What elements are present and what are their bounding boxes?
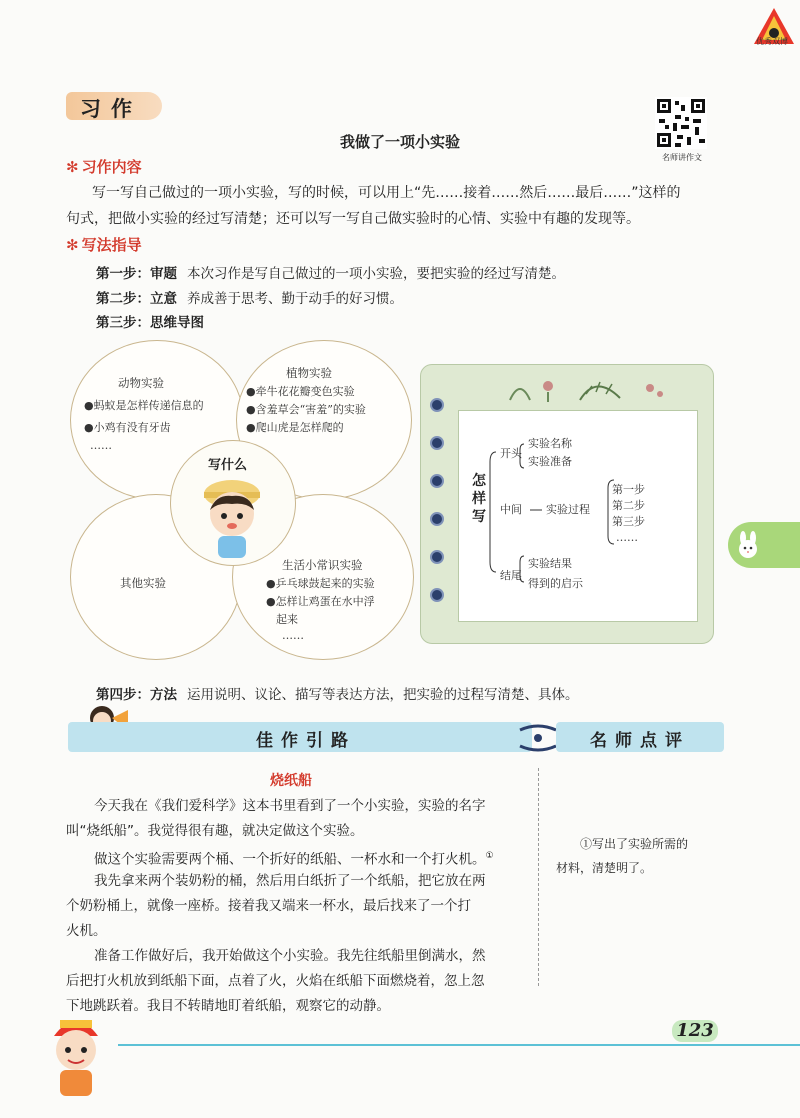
essay-line: 个奶粉桶上，就像一座桥。接着我又端来一杯水，最后找来了一个打 — [66, 898, 471, 914]
howto-end-item: 得到的启示 — [528, 577, 583, 590]
life-item: …… — [282, 629, 304, 642]
essay-line: 做这个实验需要两个桶、一个折好的纸船、一杯水和一个打火机。① — [94, 851, 494, 868]
content-heading — [66, 156, 142, 177]
ring-icon — [430, 550, 444, 564]
life-item: ●乒乓球鼓起来的实验 — [266, 577, 375, 590]
banner-teacher-comment-label: 名师点评 — [590, 731, 690, 751]
howto-start: 开头 — [500, 447, 522, 460]
howto-middle-step: …… — [616, 531, 638, 544]
howto-start-item: 实验名称 — [528, 437, 572, 450]
step-1: 第一步：审题 本次习作是写自己做过的一项小实验，要把实验的经过写清楚。 — [96, 266, 565, 282]
essay-title: 烧纸船 — [270, 773, 312, 789]
life-title: 生活小常识实验 — [282, 558, 363, 572]
bunny-icon — [734, 530, 762, 560]
howto-end: 结尾 — [500, 569, 522, 582]
animal-item: …… — [90, 439, 112, 452]
howto-end-item: 实验结果 — [528, 557, 572, 570]
howto-middle: 中间 — [500, 503, 522, 516]
page-number: 123 — [672, 1020, 718, 1042]
section-tag-label: 习作 — [80, 97, 142, 121]
comment-line: 材料，清楚明了。 — [556, 861, 653, 875]
qr-caption: 名师讲作文 — [662, 153, 702, 162]
child-cartoon-icon — [196, 474, 268, 560]
publisher-logo-text: 优秀双博 — [756, 37, 788, 46]
animal-item: ●小鸡有没有牙齿 — [84, 421, 171, 434]
guide-heading-label: 写法指导 — [81, 236, 142, 254]
page-title: 我做了一项小实验 — [339, 133, 460, 151]
footnote-mark: ① — [485, 851, 494, 861]
howto-middle-item: 实验过程 — [546, 503, 590, 516]
binder-clip-icon — [516, 720, 560, 756]
plant-item: ●含羞草会“害羞”的实验 — [246, 403, 366, 416]
footer-line — [118, 1044, 800, 1046]
plant-item: ●牵牛花花瓣变色实验 — [246, 385, 355, 398]
asterisk-icon: ✻ — [66, 236, 79, 254]
content-heading-label: 习作内容 — [81, 158, 142, 176]
plant-item: ●爬山虎是怎样爬的 — [246, 421, 344, 434]
other-title: 其他实验 — [120, 576, 166, 590]
life-item: ●怎样让鸡蛋在水中浮 — [266, 595, 375, 608]
howto-middle-step: 第二步 — [612, 499, 645, 512]
life-item: 起来 — [276, 613, 298, 626]
essay-line: 准备工作做好后，我开始做这个小实验。我先往纸船里倒满水，然 — [94, 948, 486, 964]
step-3: 第三步：思维导图 — [96, 315, 204, 331]
plant-title: 植物实验 — [286, 366, 332, 380]
essay-line: 火机。 — [66, 923, 107, 939]
ring-icon — [430, 474, 444, 488]
essay-line: 下地跳跃着。我目不转睛地盯着纸船，观察它的动静。 — [66, 998, 390, 1014]
ring-icon — [430, 398, 444, 412]
howto-middle-step: 第一步 — [612, 483, 645, 496]
comment-divider — [538, 768, 539, 986]
animal-item: ●蚂蚁是怎样传递信息的 — [84, 399, 204, 412]
essay-line: 今天我在《我们爱科学》这本书里看到了一个小实验，实验的名字 — [94, 798, 486, 814]
ring-icon — [430, 588, 444, 602]
banner-model-essay-label: 佳作引路 — [256, 731, 356, 751]
content-paragraph-line2: 句式，把做小实验的经过写清楚；还可以写一写自己做实验时的心情、实验中有趣的发现等。 — [66, 211, 640, 227]
mindmap-center-label: 写什么 — [208, 458, 248, 473]
essay-line: 后把打火机放到纸船下面，点着了火，火焰在纸船下面燃烧着，忽上忽 — [66, 973, 485, 989]
mascot-icon — [40, 1010, 112, 1100]
leaf-decoration-icon — [500, 372, 680, 404]
howto-middle-step: 第三步 — [612, 515, 645, 528]
content-paragraph-line1: 写一写自己做过的一项小实验，写的时候，可以用上“先……接着……然后……最后……”这样的 — [92, 185, 681, 201]
section-tag — [66, 92, 162, 120]
asterisk-icon: ✻ — [66, 158, 79, 176]
step-2: 第二步：立意 养成善于思考、勤于动手的好习惯。 — [96, 291, 403, 307]
howto-start-item: 实验准备 — [528, 455, 572, 468]
comment-line: ①写出了实验所需的 — [580, 837, 689, 851]
ring-icon — [430, 512, 444, 526]
essay-line: 叫“烧纸船”。我觉得很有趣，就决定做这个实验。 — [66, 823, 364, 839]
ring-icon — [430, 436, 444, 450]
step-4: 第四步：方法 运用说明、议论、描写等表达方法，把实验的过程写清楚、具体。 — [96, 687, 579, 703]
essay-line: 我先拿来两个装奶粉的桶，然后用白纸折了一个纸船，把它放在两 — [94, 873, 486, 889]
guide-heading — [66, 234, 142, 255]
howto-root: 怎样写 — [472, 473, 486, 525]
animal-title: 动物实验 — [118, 376, 164, 390]
